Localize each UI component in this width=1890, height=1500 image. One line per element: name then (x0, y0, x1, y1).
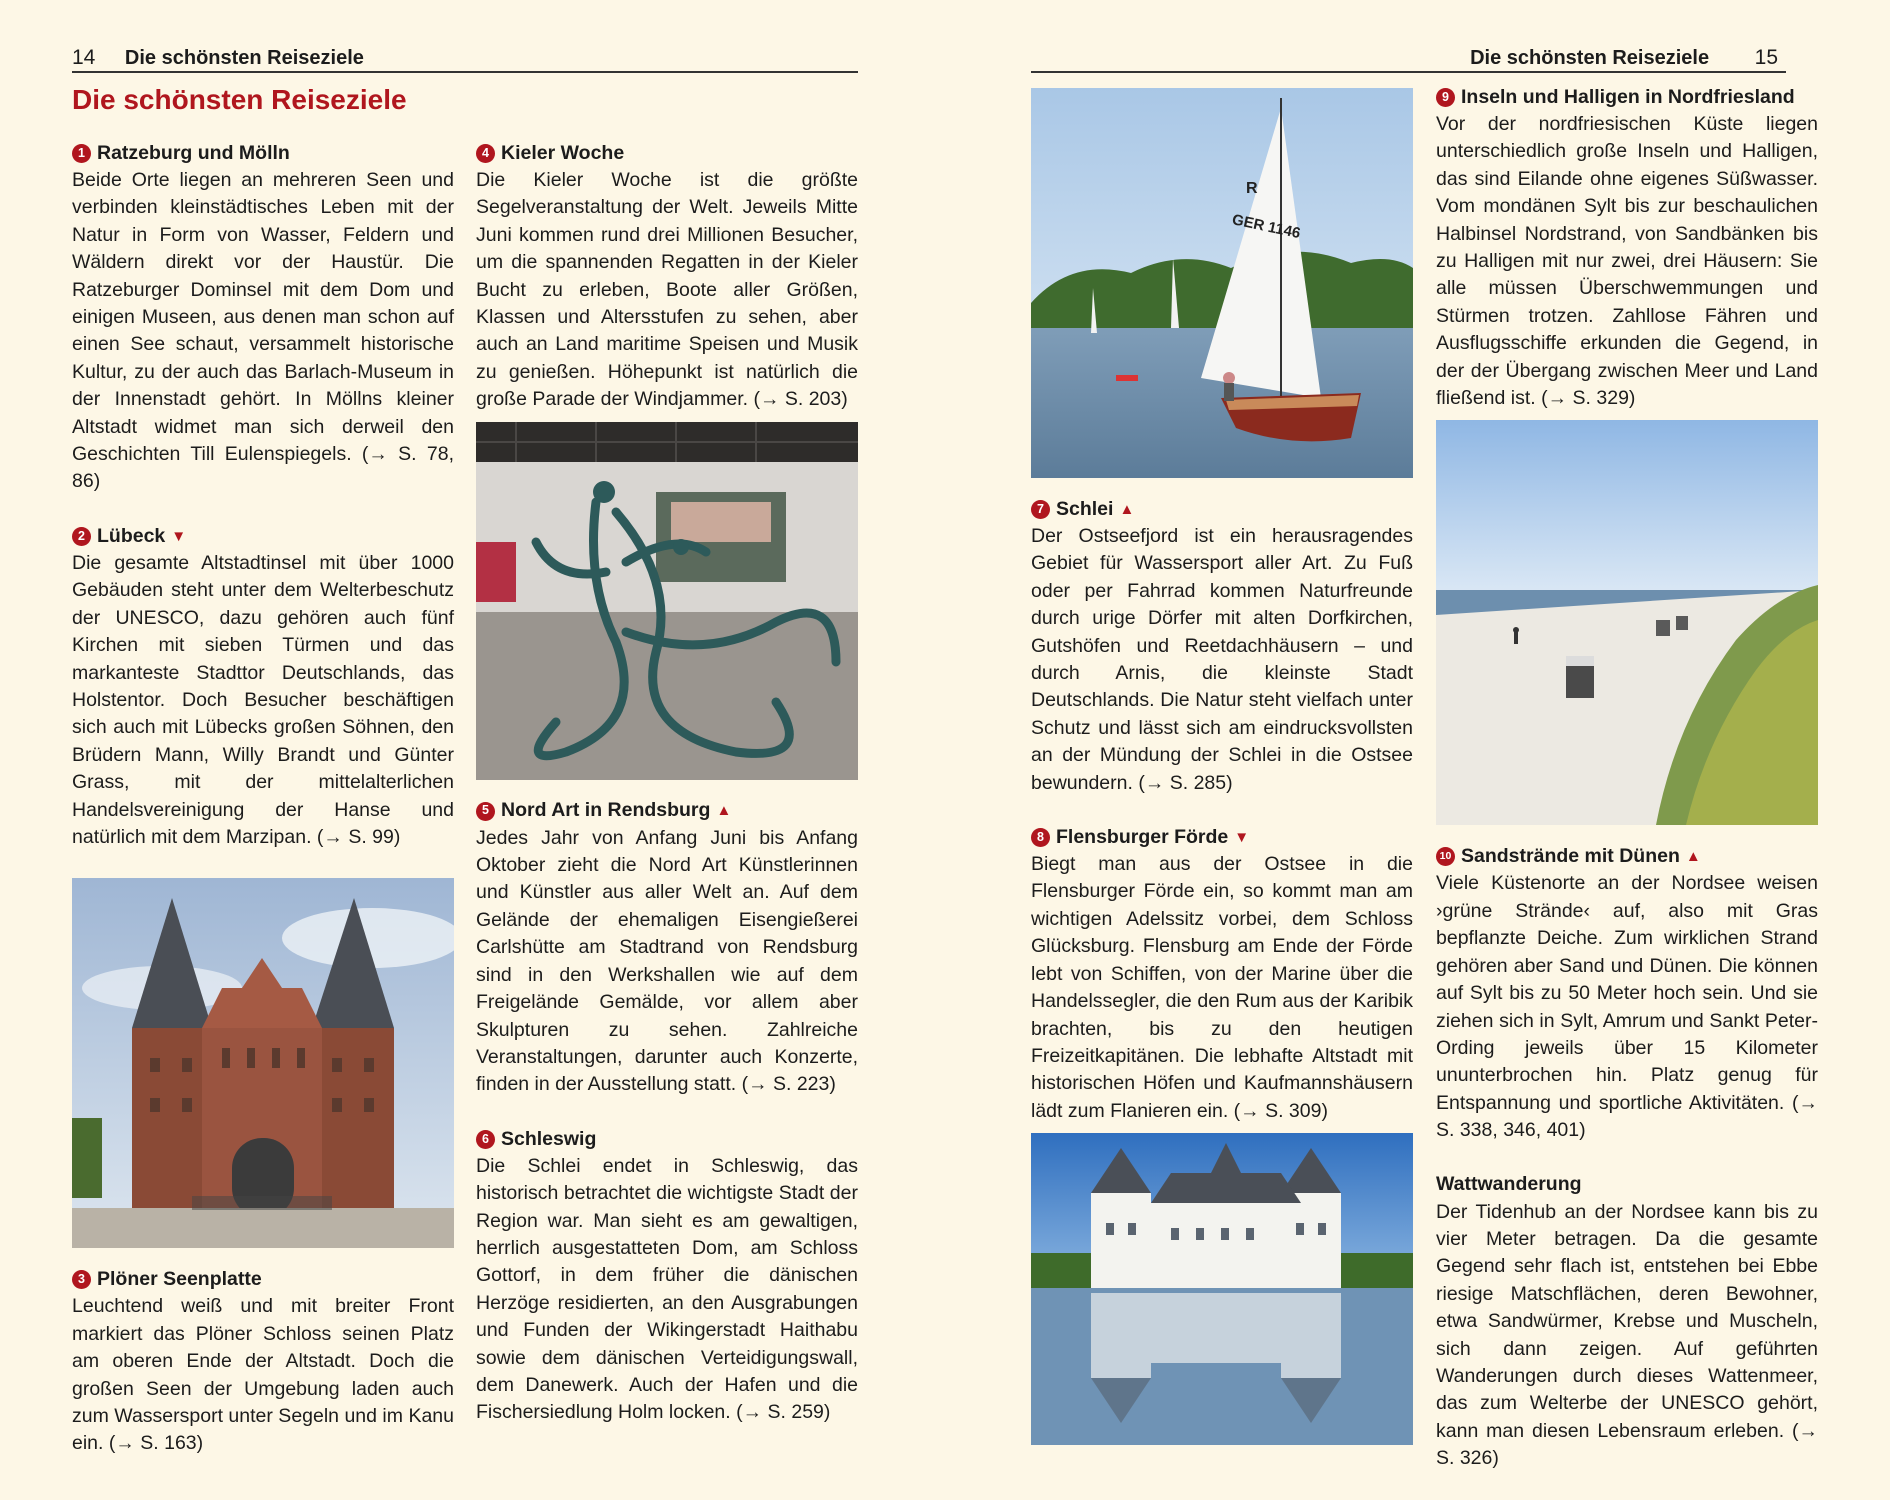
entry-6 (476, 1126, 858, 1427)
number-badge: 8 (1031, 828, 1050, 847)
entry-heading (476, 140, 858, 167)
entry-wattwanderung (1436, 1172, 1818, 1473)
entry-heading (72, 1266, 454, 1293)
number-badge: 5 (476, 802, 495, 821)
entry-5 (476, 798, 858, 1099)
entry-heading (72, 523, 454, 550)
entry-heading (1436, 843, 1818, 870)
left-header (72, 46, 364, 72)
sail-letter: R (1246, 180, 1258, 197)
entry-title: Schleswig (501, 1127, 597, 1150)
triangle-up-icon: ▲ (716, 802, 732, 820)
entry-heading (476, 1126, 858, 1153)
triangle-down-icon: ▼ (1234, 828, 1250, 846)
entry-heading (1031, 824, 1413, 851)
sail-number: GER 1146 (1230, 211, 1302, 243)
entry-text: Jedes Jahr von Anfang Juni bis Anfang Oktober zieht die Nord Art Künstlerinnen und Künstler aus aller Welt an. Auf dem Gelände der ehemaligen Eisengießerei Carlshütte am Stadtrand von Rendsburg sind in den Werkshallen wie auf dem Freigelände Gemälde, vor allem aber Skulpturen zu sehen. Zahlreiche Veranstaltungen, darunter auch Konzerte, finden in der Ausstellung statt. (→ S. 223) (476, 826, 858, 1096)
entry-8 (1031, 824, 1413, 1125)
number-badge: 3 (72, 1270, 91, 1289)
number-badge: 4 (476, 144, 495, 163)
castle-photo (1031, 1133, 1413, 1445)
entry-10 (1436, 843, 1818, 1144)
page-number: 14 (72, 46, 96, 69)
right-header (1470, 46, 1778, 72)
number-badge: 1 (72, 144, 91, 163)
entry-title: Kieler Woche (501, 141, 625, 164)
right-page (945, 0, 1890, 1496)
entry-title: Plöner Seenplatte (97, 1268, 262, 1291)
entry-text: Beide Orte liegen an mehreren Seen und verbinden kleinstädtisches Leben mit der Natur in Form von Wasser, Feldern und Wäldern direkt vor der Haustür. Die Ratzeburger Dominsel mit dem Dom und einigen Museen, aus denen man schon auf einen See schaut, versammelt historische Kultur, zu der auch das Barlach-Museum in der Innenstadt gehört. In Möllns kleiner Altstadt widmet man sich derweil den Geschichten Till Eulenspiegels. (→ S. 78, 86) (72, 169, 454, 493)
sailboat-photo (1031, 88, 1413, 478)
number-badge: 6 (476, 1130, 495, 1149)
header-rule (72, 71, 858, 73)
sculpture-photo (476, 422, 858, 780)
column-4 (1436, 84, 1818, 1500)
triangle-up-icon: ▲ (1685, 848, 1701, 866)
entry-title: Inseln und Halligen in Nordfriesland (1461, 85, 1795, 108)
entry-title: Ratzeburg und Mölln (97, 141, 290, 164)
entry-7 (1031, 496, 1413, 797)
entry-text: Der Ostseefjord ist ein herausragendes Gebiet für Wassersport aller Art. Zu Fuß oder per Fahrrad kommen Naturfreunde durch urige Dörfer mit alten Dorfkirchen, Gutshöfen und Reetdachhäusern – und durch Arnis, die kleinste Stadt Deutschlands. Die Natur steht vielfach unter Schutz und lässt sich am eindrucksvollsten an der Mündung der Schlei in die Ostsee bewundern. (→ S. 285) (1031, 525, 1413, 794)
entry-text: Biegt man aus der Ostsee in die Flensburger Förde ein, so kommt man am wichtigen Adelssitz vorbei, dem Schloss Glücksburg. Flensburg am Ende der Förde lebt von Schiffen, von der Marine über die Handelssegler, die den Rum aus der Karibik brachten, bis zu den heutigen Freizeitkapitänen. Die lebhafte Altstadt mit historischen Höfen und Kaufmannshäusern lädt zum Flanieren ein. (→ S. 309) (1031, 853, 1413, 1122)
column-2 (476, 140, 858, 1454)
running-head: Die schönsten Reiseziele (1470, 47, 1710, 69)
entry-4 (476, 140, 858, 414)
number-badge: 9 (1436, 88, 1455, 107)
running-head: Die schönsten Reiseziele (124, 47, 364, 69)
number-badge: 7 (1031, 500, 1050, 519)
page-title: Die schönsten Reiseziele (72, 84, 407, 115)
beach-photo (1436, 420, 1818, 825)
entry-title: Flensburger Förde (1056, 825, 1229, 848)
column-1 (72, 140, 454, 1485)
entry-title: Nord Art in Rendsburg (501, 799, 711, 822)
entry-1 (72, 140, 454, 496)
entry-heading (1436, 84, 1818, 111)
entry-3 (72, 1266, 454, 1457)
entry-heading (476, 798, 858, 825)
entry-text: Die gesamte Altstadtinsel mit über 1000 Gebäuden steht unter dem Welterbeschutz der UNESCO, dazu gehören auch fünf Kirchen mit sieben Türmen und das markanteste Stadttor Deutschlands, das Holstentor. Doch Besucher beschäftigen sich auch mit Lübecks großen Söhnen, den Brüdern Mann, Willy Brandt und Günter Grass, mit der mittelalterlichen Handelsvereinigung der Hanse und natürlich mit dem Marzipan. (→ S. 99) (72, 551, 454, 848)
entry-text: Die Kieler Woche ist die größte Segelveranstaltung der Welt. Jeweils Mitte Juni kommen rund drei Millionen Besucher, um die spannenden Regatten in der Kieler Bucht zu erleben, Boote aller Größen, Klassen und Altersstufen zu sehen, aber auch an Land maritime Speisen und Musik zu genießen. Höhepunkt ist natürlich die große Parade der Windjammer. (→ S. 203) (476, 169, 858, 411)
entry-text: Leuchtend weiß und mit breiter Front markiert das Plöner Schloss seinen Platz am oberen Ende der Altstadt. Doch die großen Seen der Umgebung laden auch zum Wassersport unter Segeln und im Kanu ein. (→ S. 163) (72, 1295, 454, 1455)
entry-title: Lübeck (97, 524, 166, 547)
entry-9 (1436, 84, 1818, 412)
column-3 (1031, 88, 1413, 1463)
triangle-down-icon: ▼ (171, 527, 187, 545)
triangle-up-icon: ▲ (1119, 500, 1135, 518)
entry-text: Viele Küstenorte an der Nordsee weisen ›grüne Strände‹ auf, also mit Gras bepflanzte Deiche. Zum wirklichen Strand gehören aber Sand und Dünen. Die können auf Sylt bis zu 50 Meter hoch sein. Und sie ziehen sich in Sylt, Amrum und Sankt Peter-Ording jeweils über 15 Kilometer ununterbrochen hin. Platz genug für Entspannung und sportliche Aktivitäten. (→ S. 338, 346, 401) (1436, 872, 1818, 1142)
entry-title: Schlei (1056, 497, 1114, 520)
entry-heading (1436, 1172, 1818, 1199)
header-rule (1031, 71, 1786, 73)
entry-text: Der Tidenhub an der Nordsee kann bis zu vier Meter betragen. Da die gesamte Gegend sehr flach ist, entstehen bei Ebbe riesige Matschflächen, deren Bewohner, etwa Sandwürmer, Krebse und Muscheln, sich dann zeigen. Auf geführten Wanderungen durch dieses Wattenmeer, das zum Welterbe der UNESCO gehört, kann man diesen Lebensraum erleben. (→ S. 326) (1436, 1200, 1818, 1470)
entry-text: Die Schlei endet in Schleswig, das historisch betrachtet die wichtigste Stadt der Region war. Man sieht es am gewaltigen, herrlich ausgestatteten Dom, am Schloss Gottorf, in dem früher die dänischen Herzöge residierten, an den Ausgrabungen und Funden der Wikingerstadt Haithabu sowie dem dänischen Verteidigungswall, dem Danewerk. Auch der Hafen und die Fischersiedlung Holm locken. (→ S. 259) (476, 1154, 858, 1424)
entry-heading (72, 140, 454, 167)
entry-text: Vor der nordfriesischen Küste liegen unterschiedlich große Inseln und Halligen, das sind Eilande ohne eigenes Süßwasser. Vom mondänen Sylt bis zur beschaulichen Halbinsel Nordstrand, von Sandbänken bis zu Halligen mit nur zwei, drei Häusern: Sie alle müssen Überschwemmungen und Stürmen trotzen. Zahllose Fähren und Ausflugsschiffe erkunden die Gegend, in der der Übergang zwischen Meer und Land fließend ist. (→ S. 329) (1436, 113, 1818, 410)
entry-2 (72, 523, 454, 851)
entry-title: Sandstrände mit Dünen (1461, 845, 1680, 868)
number-badge: 2 (72, 527, 91, 546)
number-badge: 10 (1436, 847, 1455, 866)
page-number: 15 (1754, 46, 1778, 69)
entry-heading (1031, 496, 1413, 523)
entry-title: Wattwanderung (1436, 1173, 1582, 1196)
left-page (0, 0, 945, 1496)
holstentor-photo (72, 878, 454, 1248)
